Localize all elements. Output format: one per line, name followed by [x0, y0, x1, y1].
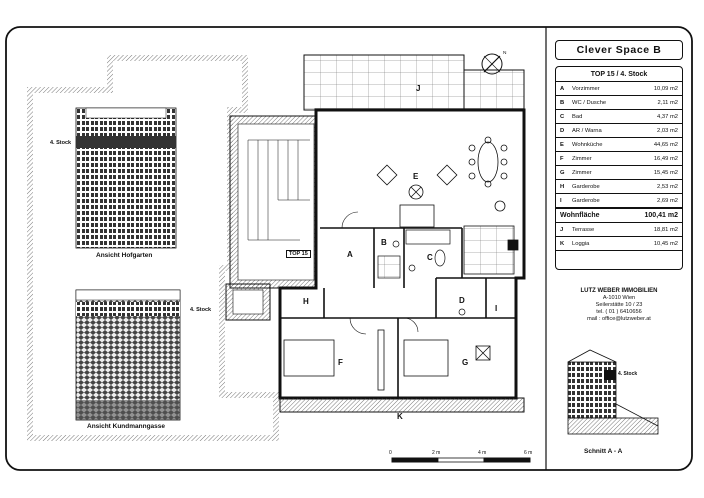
terrace-area — [304, 55, 464, 110]
area-table-area: 4,37 m2 — [657, 113, 678, 120]
room-label-c: C — [427, 253, 433, 262]
area-table-name: Zimmer — [572, 169, 592, 176]
area-table-key: B — [560, 99, 565, 106]
scale-tick-4: 4 m — [478, 450, 487, 456]
company-phone: tel. ( 01 ) 6410656 — [596, 309, 642, 315]
room-label-k: K — [397, 412, 403, 421]
scale-tick-6: 6 m — [524, 450, 533, 456]
area-table-name: Bad — [572, 113, 583, 120]
elevation-top-floor-label: 4. Stock — [50, 140, 72, 146]
elevation-floor-highlight — [76, 136, 176, 148]
room-label-a: A — [347, 250, 353, 259]
extra-area-key: K — [560, 240, 565, 247]
extra-area-area: 10,45 m2 — [653, 240, 678, 247]
area-table-name: AR / Warna — [572, 127, 602, 134]
area-table-key: F — [560, 155, 564, 162]
area-table-key: D — [560, 127, 565, 134]
extra-area-area: 18,81 m2 — [653, 226, 678, 233]
area-table-area: 15,45 m2 — [653, 169, 678, 176]
elevation-top-caption: Ansicht Hofgarten — [96, 252, 153, 259]
company-address-city: A-1010 Wien — [602, 295, 636, 301]
scale-tick-2: 2 m — [432, 450, 441, 456]
svg-text:N: N — [503, 51, 507, 56]
unit-tag: TOP 15 — [286, 250, 311, 258]
scale-bar — [392, 458, 530, 462]
area-table-area: 2,03 m2 — [657, 127, 678, 134]
room-label-j: J — [416, 84, 421, 93]
company-address-street: Seilerstätte 10 / 23 — [595, 302, 643, 308]
living-furniture — [377, 137, 518, 274]
area-table-key: G — [560, 169, 565, 176]
section-drawing — [568, 350, 658, 434]
elevation-hofgarten — [76, 108, 176, 248]
area-table-key: E — [560, 141, 564, 148]
area-table-key: C — [560, 113, 565, 120]
area-table-area: 2,11 m2 — [657, 99, 678, 106]
extra-area-name: Terrasse — [572, 226, 595, 233]
elevation-bottom-floor-label: 4. Stock — [190, 307, 212, 313]
company-name: LUTZ WEBER IMMOBILIEN — [580, 288, 658, 294]
section-caption: Schnitt A - A — [584, 448, 623, 455]
extra-area-name: Loggia — [572, 240, 590, 247]
company-email: mail : office@lutzweber.at — [587, 316, 651, 322]
area-table-key: I — [560, 197, 562, 204]
room-label-h: H — [303, 297, 309, 306]
wohnflaeche-value: 100,41 m2 — [644, 212, 678, 219]
wohnflaeche-label: Wohnfläche — [560, 212, 600, 219]
bath-fixtures — [378, 230, 465, 315]
area-table-name: Vorzimmer — [572, 85, 600, 92]
area-table-name: Zimmer — [572, 155, 592, 162]
loggia-area — [280, 398, 524, 412]
area-table-area: 2,69 m2 — [657, 197, 678, 204]
project-title: Clever Space B — [576, 44, 662, 56]
area-table-area: 44,65 m2 — [653, 141, 678, 148]
room-label-f: F — [338, 358, 343, 367]
section-floor-label: 4. Stock — [618, 371, 638, 377]
area-table-name: Wohnküche — [572, 141, 603, 148]
room-label-d: D — [459, 296, 465, 305]
scale-tick-0: 0 — [389, 450, 392, 456]
elevation-bottom-caption: Ansicht Kundmanngasse — [87, 423, 166, 430]
bedroom-furniture — [284, 330, 490, 390]
room-label-e: E — [413, 172, 419, 181]
area-table-area: 16,49 m2 — [653, 155, 678, 162]
extra-area-key: J — [560, 226, 564, 233]
elevation-kundmanngasse — [76, 290, 180, 420]
area-table-area: 10,09 m2 — [653, 85, 678, 92]
unit-heading: TOP 15 / 4. Stock — [556, 67, 682, 82]
area-table-key: A — [560, 85, 565, 92]
area-table-area: 2,53 m2 — [657, 183, 678, 190]
area-table-name: Garderobe — [572, 183, 600, 190]
area-table-key: H — [560, 183, 565, 190]
room-label-b: B — [381, 238, 387, 247]
area-table-name: WC / Dusche — [572, 99, 607, 106]
room-label-g: G — [462, 358, 469, 367]
area-table-name: Garderobe — [572, 197, 600, 204]
room-label-i: I — [495, 304, 498, 313]
